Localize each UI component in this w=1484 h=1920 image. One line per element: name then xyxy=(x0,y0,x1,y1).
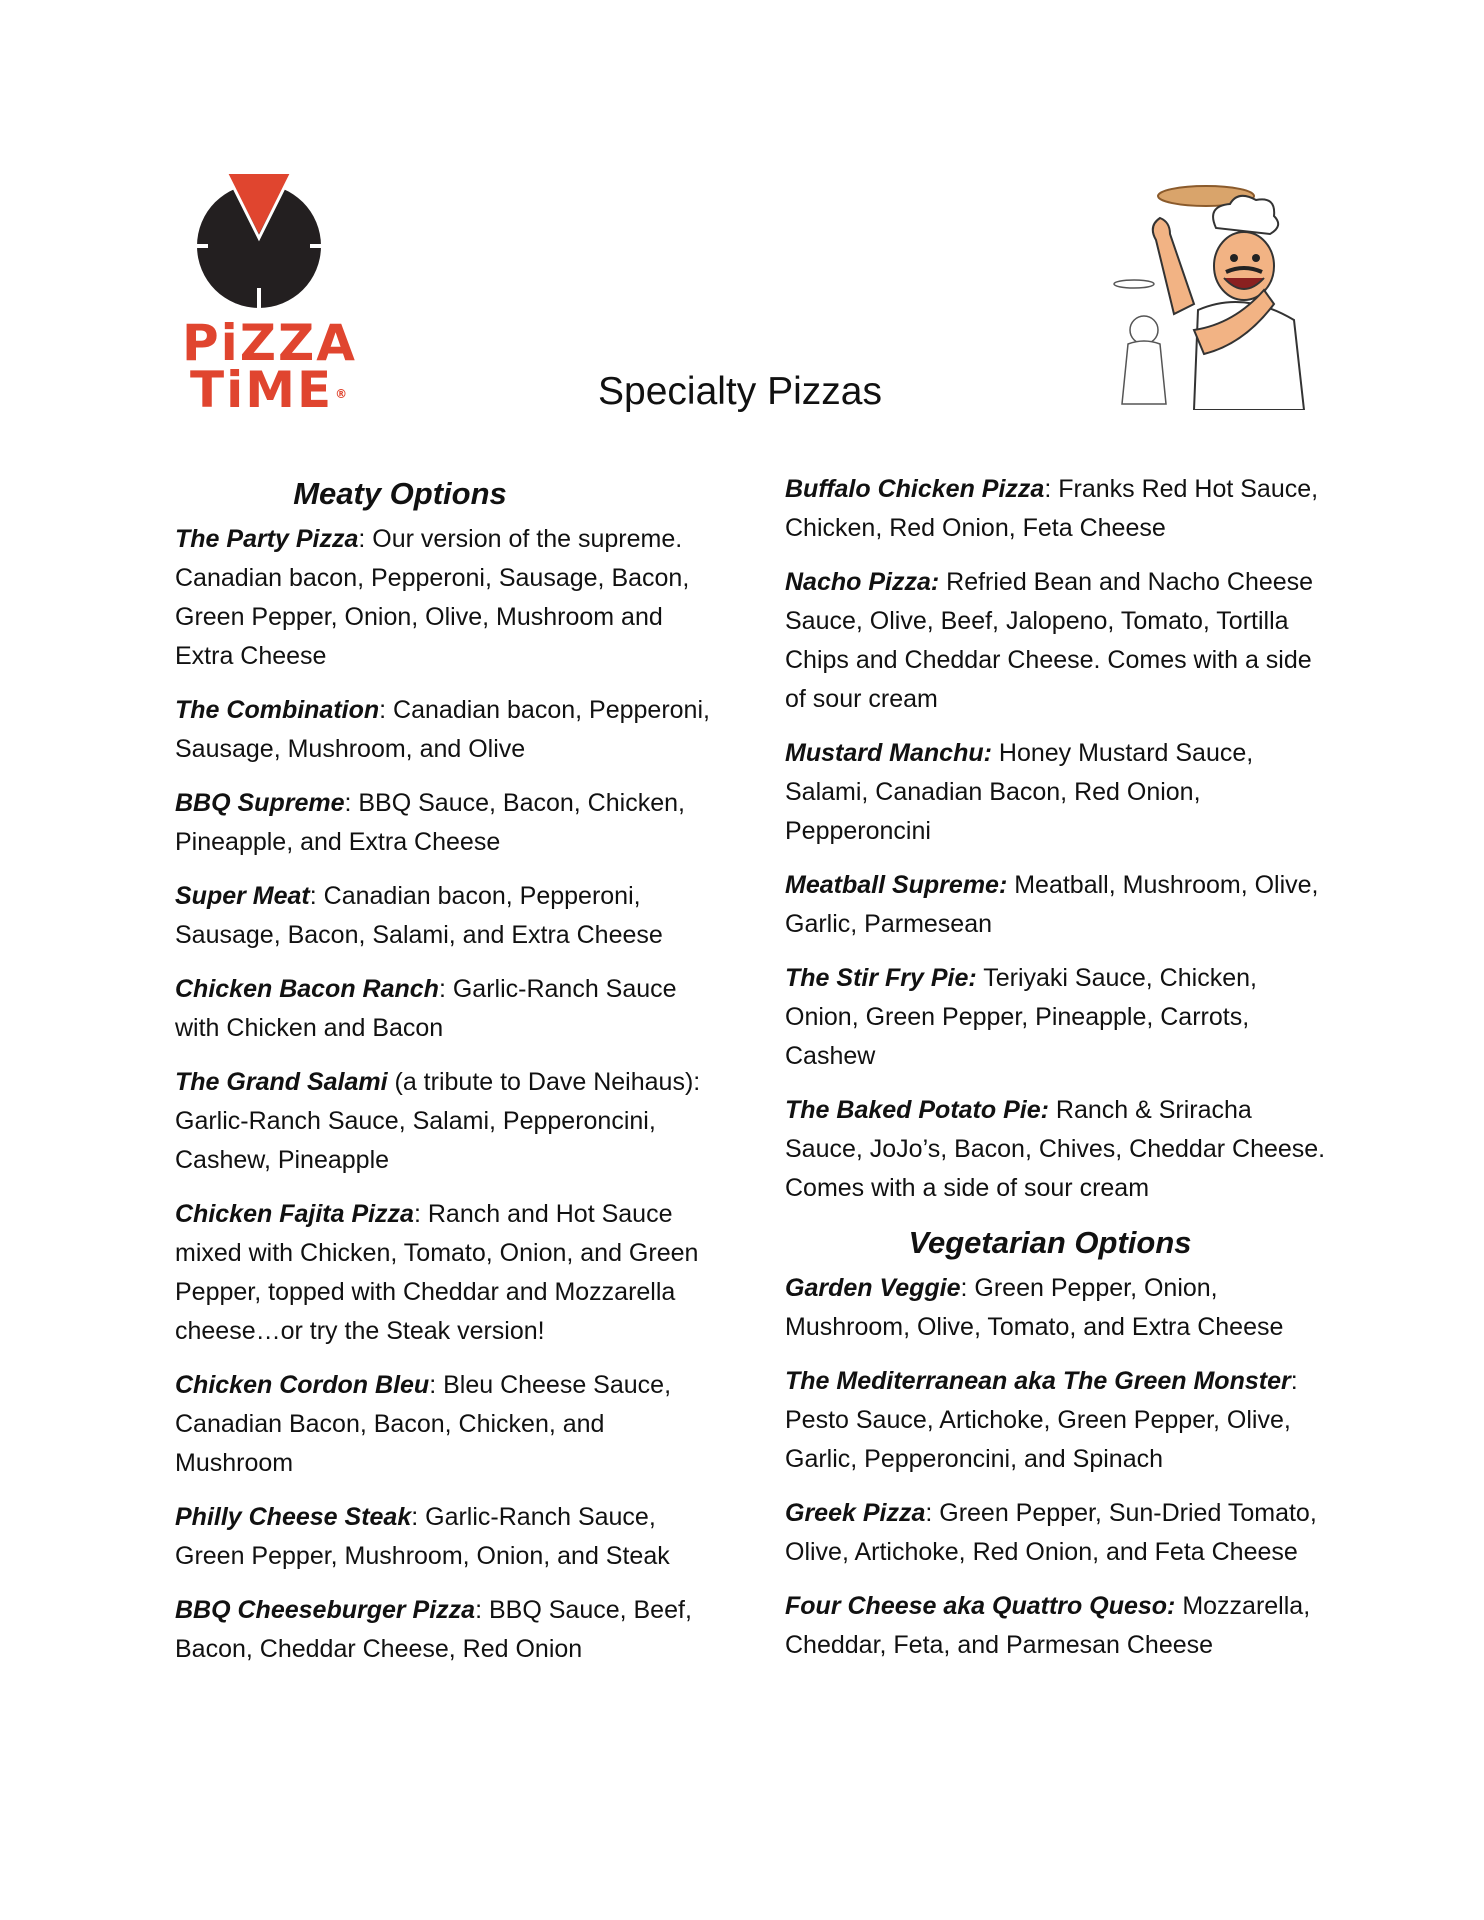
menu-item xyxy=(785,1269,1330,1347)
pizza-time-logo xyxy=(178,170,357,419)
menu-item xyxy=(175,1498,720,1576)
menu-item xyxy=(175,1195,720,1351)
menu-item-separator: : xyxy=(1290,1367,1298,1395)
menu-item xyxy=(175,784,720,862)
menu-item-description: BBQ Sauce, Bacon, Chicken, Pineapple, and Extra Cheese xyxy=(175,789,685,856)
menu-item-separator: : xyxy=(344,789,352,817)
menu-item-description: BBQ Sauce, Beef, Bacon, Cheddar Cheese, Red Onion xyxy=(175,1596,692,1663)
menu-item-name: The Stir Fry Pie: xyxy=(785,964,977,992)
menu-item xyxy=(175,1063,720,1180)
menu-item-description: Honey Mustard Sauce, Salami, Canadian Bacon, Red Onion, Pepperoncini xyxy=(785,739,1254,845)
menu-item-name: Four Cheese aka Quattro Queso: xyxy=(785,1592,1176,1620)
menu-item-separator: : xyxy=(411,1503,419,1531)
menu-item-description: Green Pepper, Onion, Mushroom, Olive, Tomato, and Extra Cheese xyxy=(785,1274,1284,1341)
menu-item-separator: : xyxy=(475,1596,483,1624)
chef-illustration xyxy=(1098,180,1308,410)
menu-item xyxy=(785,1494,1330,1572)
menu-item-description: (a tribute to Dave Neihaus): Garlic-Ranch Sauce, Salami, Pepperoncini, Cashew, Pineapple xyxy=(175,1068,701,1174)
menu-item-separator: : xyxy=(960,1274,968,1302)
menu-item-name: BBQ Supreme xyxy=(175,789,345,817)
menu-item-name: Super Meat xyxy=(175,882,310,910)
menu-item-description: Mozzarella, Cheddar, Feta, and Parmesan Cheese xyxy=(785,1592,1311,1659)
meaty-options-continued-list xyxy=(785,470,1330,1208)
menu-item xyxy=(785,470,1330,548)
menu-item xyxy=(785,734,1330,851)
menu-item-description: Franks Red Hot Sauce, Chicken, Red Onion, Feta Cheese xyxy=(785,475,1319,542)
menu-item xyxy=(175,1591,720,1669)
menu-item-name: Meatball Supreme: xyxy=(785,871,1008,899)
menu-item-separator: : xyxy=(358,525,366,553)
clock-pizza-icon xyxy=(178,170,356,320)
menu-item-description: Garlic-Ranch Sauce with Chicken and Bacon xyxy=(175,975,677,1042)
menu-item-name: Nacho Pizza: xyxy=(785,568,940,596)
menu-item-name: Philly Cheese Steak xyxy=(175,1503,412,1531)
menu-item-description: Canadian bacon, Pepperoni, Sausage, Bacon, Salami, and Extra Cheese xyxy=(175,882,663,949)
menu-item xyxy=(175,1366,720,1483)
menu-item-name: The Party Pizza xyxy=(175,525,359,553)
menu-item-name: Chicken Bacon Ranch xyxy=(175,975,439,1003)
menu-item-name: Garden Veggie xyxy=(785,1274,961,1302)
vegetarian-options-list xyxy=(785,1269,1330,1665)
menu-item xyxy=(785,866,1330,944)
menu-item-name: Greek Pizza xyxy=(785,1499,926,1527)
menu-item xyxy=(175,520,720,676)
menu-item-separator: : xyxy=(429,1371,437,1399)
menu-item xyxy=(785,1362,1330,1479)
logo-text-pizza: PiZZA xyxy=(182,314,357,372)
menu-item-name: The Combination xyxy=(175,696,380,724)
menu-item-name: The Grand Salami xyxy=(175,1068,388,1096)
menu-item-description: Meatball, Mushroom, Olive, Garlic, Parmesean xyxy=(785,871,1319,938)
meaty-options-column xyxy=(175,468,720,1684)
meaty-options-heading: Meaty Options xyxy=(293,476,507,511)
logo-text-time: TiME ® xyxy=(190,361,348,419)
chef-tossing-dough-icon xyxy=(1098,180,1308,410)
menu-item xyxy=(785,1091,1330,1208)
menu-item-description: Refried Bean and Nacho Cheese Sauce, Olive, Beef, Jalopeno, Tomato, Tortilla Chips and Cheddar Cheese. Comes with a side of sour cream xyxy=(785,568,1314,713)
menu-item-separator: : xyxy=(1044,475,1052,503)
menu-item-separator: : xyxy=(309,882,317,910)
menu-item-description: Bleu Cheese Sauce, Canadian Bacon, Bacon, Chicken, and Mushroom xyxy=(175,1371,672,1477)
menu-item-description: Garlic-Ranch Sauce, Green Pepper, Mushroom, Onion, and Steak xyxy=(175,1503,670,1570)
menu-item-separator: : xyxy=(379,696,387,724)
menu-item xyxy=(175,877,720,955)
meaty-options-list xyxy=(175,520,720,1669)
menu-item xyxy=(785,959,1330,1076)
page-title: Specialty Pizzas xyxy=(598,370,882,413)
vegetarian-options-heading: Vegetarian Options xyxy=(908,1225,1192,1260)
menu-item-name: Chicken Fajita Pizza xyxy=(175,1200,414,1228)
menu-item-name: Buffalo Chicken Pizza xyxy=(785,475,1045,503)
menu-item xyxy=(175,970,720,1048)
menu-item xyxy=(175,691,720,769)
menu-item xyxy=(785,563,1330,719)
menu-item-separator: : xyxy=(438,975,446,1003)
menu-item xyxy=(785,1587,1330,1665)
menu-item-separator: : xyxy=(925,1499,933,1527)
menu-item-description: Green Pepper, Sun-Dried Tomato, Olive, Artichoke, Red Onion, and Feta Cheese xyxy=(785,1499,1317,1566)
right-column xyxy=(785,470,1330,1680)
menu-item-name: The Mediterranean aka The Green Monster xyxy=(785,1367,1291,1395)
menu-item-description: Ranch and Hot Sauce mixed with Chicken, Tomato, Onion, and Green Pepper, topped with Cheddar and Mozzarella cheese…or try the Steak version! xyxy=(175,1200,699,1345)
menu-item-description: Our version of the supreme. Canadian bacon, Pepperoni, Sausage, Bacon, Green Pepper, Onion, Olive, Mushroom and Extra Cheese xyxy=(175,525,690,670)
menu-item-name: Chicken Cordon Bleu xyxy=(175,1371,430,1399)
menu-item-name: Mustard Manchu: xyxy=(785,739,992,767)
menu-item-name: The Baked Potato Pie: xyxy=(785,1096,1049,1124)
menu-item-name: BBQ Cheeseburger Pizza xyxy=(175,1596,476,1624)
menu-item-description: Teriyaki Sauce, Chicken, Onion, Green Pepper, Pineapple, Carrots, Cashew xyxy=(785,964,1257,1070)
menu-item-separator: : xyxy=(413,1200,421,1228)
menu-item-description: Pesto Sauce, Artichoke, Green Pepper, Olive, Garlic, Pepperoncini, and Spinach xyxy=(785,1406,1291,1473)
menu-item-description: Canadian bacon, Pepperoni, Sausage, Mushroom, and Olive xyxy=(175,696,710,763)
menu-item-description: Ranch & Sriracha Sauce, JoJo’s, Bacon, Chives, Cheddar Cheese. Comes with a side of sour cream xyxy=(785,1096,1326,1202)
